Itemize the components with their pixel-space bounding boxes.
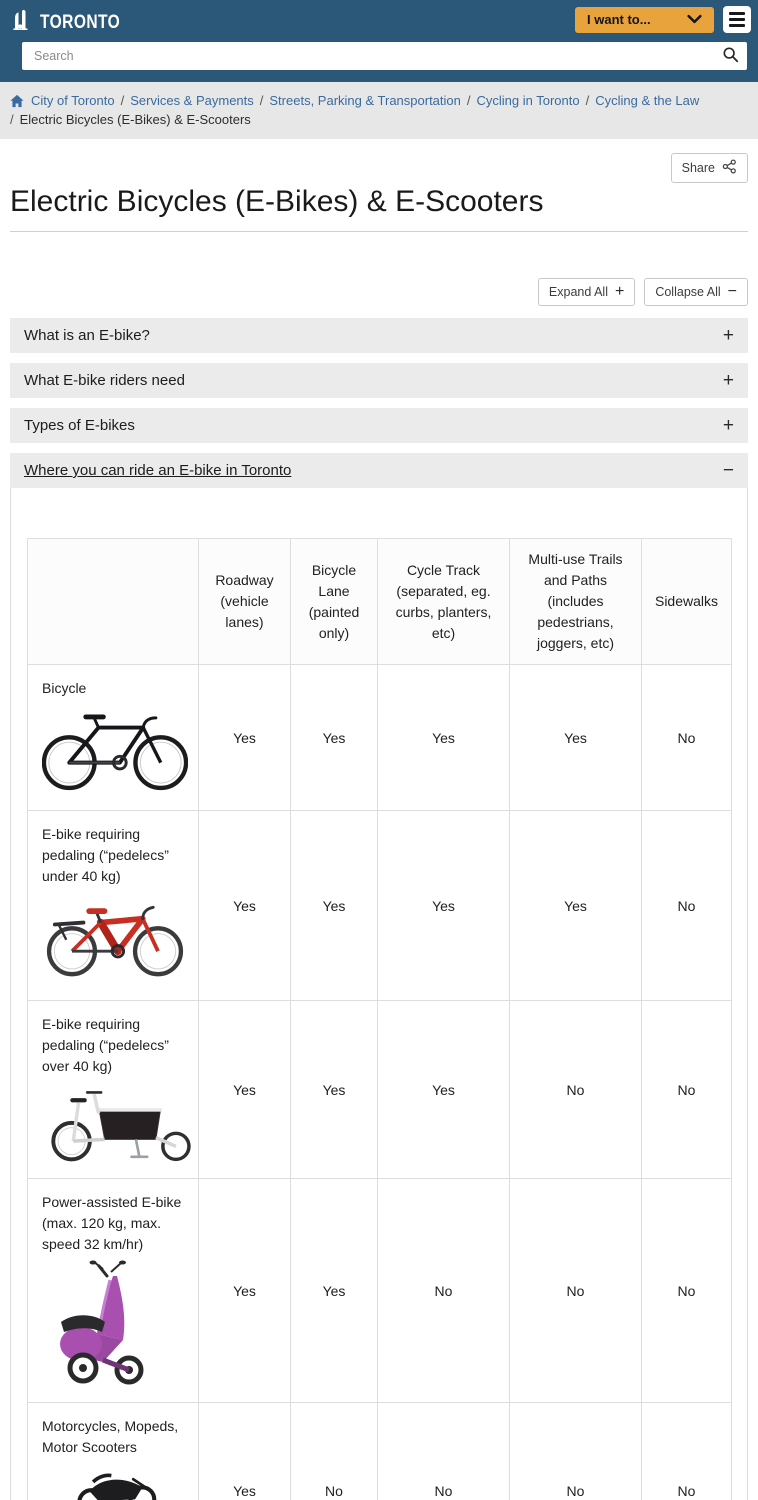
row-label: E-bike requiring pedaling (“pedelecs” over 40 kg)	[42, 1016, 169, 1074]
cell-value: No	[642, 1179, 732, 1403]
motorcycles-image	[42, 1463, 184, 1500]
cell-value: No	[642, 811, 732, 1001]
plus-icon: +	[614, 283, 625, 300]
breadcrumb-link-cycling-and-the-law[interactable]: Cycling & the Law	[595, 93, 700, 108]
search-icon	[722, 46, 739, 66]
site-header	[0, 0, 758, 82]
logo-wordmark: TORONTO	[40, 11, 121, 33]
main-content	[0, 153, 758, 1500]
cell-value: Yes	[291, 665, 378, 811]
table-row	[28, 811, 732, 1001]
breadcrumb-separator: /	[120, 93, 125, 108]
column-header-roadway: Roadway (vehicle lanes)	[199, 539, 291, 665]
header-actions	[575, 6, 751, 33]
row-label: E-bike requiring pedaling (“pedelecs” under 40 kg)	[42, 826, 169, 884]
home-icon[interactable]	[10, 94, 24, 108]
accordion-panel-where-you-can-ride	[10, 488, 748, 1500]
breadcrumb-link-city-of-toronto[interactable]: City of Toronto	[31, 93, 115, 108]
minus-icon: −	[727, 283, 737, 300]
share-button[interactable]	[671, 153, 748, 183]
cell-value: Yes	[378, 665, 510, 811]
city-hall-icon	[10, 7, 36, 38]
cell-value: Yes	[291, 1001, 378, 1179]
cell-value: Yes	[510, 811, 642, 1001]
accordion-what-is-an-ebike[interactable]: What is an E-bike? +	[10, 318, 748, 353]
cell-value: No	[510, 1403, 642, 1500]
plus-icon: +	[722, 415, 734, 436]
search-bar	[22, 42, 747, 70]
red-ebike-image	[42, 892, 184, 984]
column-header-sidewalks: Sidewalks	[642, 539, 732, 665]
ebike-rules-table	[27, 538, 732, 1500]
cargo-ebike-image	[42, 1082, 184, 1168]
column-header-cycle-track: Cycle Track (separated, eg. curbs, planters, etc)	[378, 539, 510, 665]
share-icon	[722, 159, 737, 177]
accordion-types-of-ebikes[interactable]: Types of E-bikes +	[10, 408, 748, 443]
row-label: Bicycle	[42, 680, 87, 696]
table-row	[28, 1403, 732, 1500]
chevron-down-icon	[687, 12, 702, 27]
breadcrumb-link-cycling-in-toronto[interactable]: Cycling in Toronto	[476, 93, 580, 108]
cell-value: No	[510, 1179, 642, 1403]
cell-value: Yes	[199, 1403, 291, 1500]
cell-value: No	[642, 1001, 732, 1179]
cell-value: Yes	[199, 1179, 291, 1403]
cell-value: No	[378, 1403, 510, 1500]
i-want-to-button[interactable]	[575, 7, 714, 33]
i-want-to-label: I want to...	[587, 12, 651, 27]
row-label: Power-assisted E-bike (max. 120 kg, max. speed 32 km/hr)	[42, 1194, 182, 1252]
table-row	[28, 1001, 732, 1179]
breadcrumb-link-streets-parking-transportation[interactable]: Streets, Parking & Transportation	[269, 93, 461, 108]
collapse-all-button[interactable]: Collapse All −	[644, 278, 748, 306]
breadcrumb-separator: /	[259, 93, 264, 108]
hamburger-icon	[729, 12, 745, 15]
share-label: Share	[681, 161, 715, 175]
cell-value: Yes	[510, 665, 642, 811]
toronto-logo[interactable]	[10, 7, 138, 38]
row-label: Motorcycles, Mopeds, Motor Scooters	[42, 1418, 179, 1455]
page-title: Electric Bicycles (E-Bikes) & E-Scooters	[10, 185, 748, 232]
accordion-where-you-can-ride[interactable]: Where you can ride an E-bike in Toronto −	[10, 453, 748, 488]
column-header-empty	[28, 539, 199, 665]
breadcrumb-current: Electric Bicycles (E-Bikes) & E-Scooters	[19, 112, 251, 127]
cell-value: No	[378, 1179, 510, 1403]
breadcrumb-separator: /	[585, 93, 590, 108]
cell-value: No	[642, 665, 732, 811]
table-row	[28, 1179, 732, 1403]
cell-value: Yes	[199, 1001, 291, 1179]
breadcrumb-separator: /	[466, 93, 471, 108]
cell-value: No	[510, 1001, 642, 1179]
bicycle-image	[42, 704, 184, 800]
column-header-multiuse-trails: Multi-use Trails and Paths (includes pedestrians, joggers, etc)	[510, 539, 642, 665]
expand-all-button[interactable]: Expand All +	[538, 278, 635, 306]
cell-value: Yes	[378, 811, 510, 1001]
accordion-controls	[10, 278, 748, 306]
hamburger-menu-button[interactable]	[723, 6, 751, 33]
breadcrumb-link-services-payments[interactable]: Services & Payments	[130, 93, 254, 108]
cell-value: Yes	[378, 1001, 510, 1179]
plus-icon: +	[722, 370, 734, 391]
purple-scooter-image	[42, 1260, 184, 1392]
breadcrumb-separator: /	[10, 112, 14, 127]
breadcrumb	[0, 82, 758, 139]
cell-value: No	[291, 1403, 378, 1500]
minus-icon: −	[722, 460, 734, 481]
plus-icon: +	[722, 325, 734, 346]
cell-value: Yes	[199, 811, 291, 1001]
search-button[interactable]	[713, 42, 747, 70]
cell-value: Yes	[291, 811, 378, 1001]
cell-value: Yes	[291, 1179, 378, 1403]
search-input[interactable]	[22, 42, 713, 70]
cell-value: Yes	[199, 665, 291, 811]
table-row	[28, 665, 732, 811]
cell-value: No	[642, 1403, 732, 1500]
accordion-what-ebike-riders-need[interactable]: What E-bike riders need +	[10, 363, 748, 398]
column-header-bicycle-lane: Bicycle Lane (painted only)	[291, 539, 378, 665]
table-header-row	[28, 539, 732, 665]
